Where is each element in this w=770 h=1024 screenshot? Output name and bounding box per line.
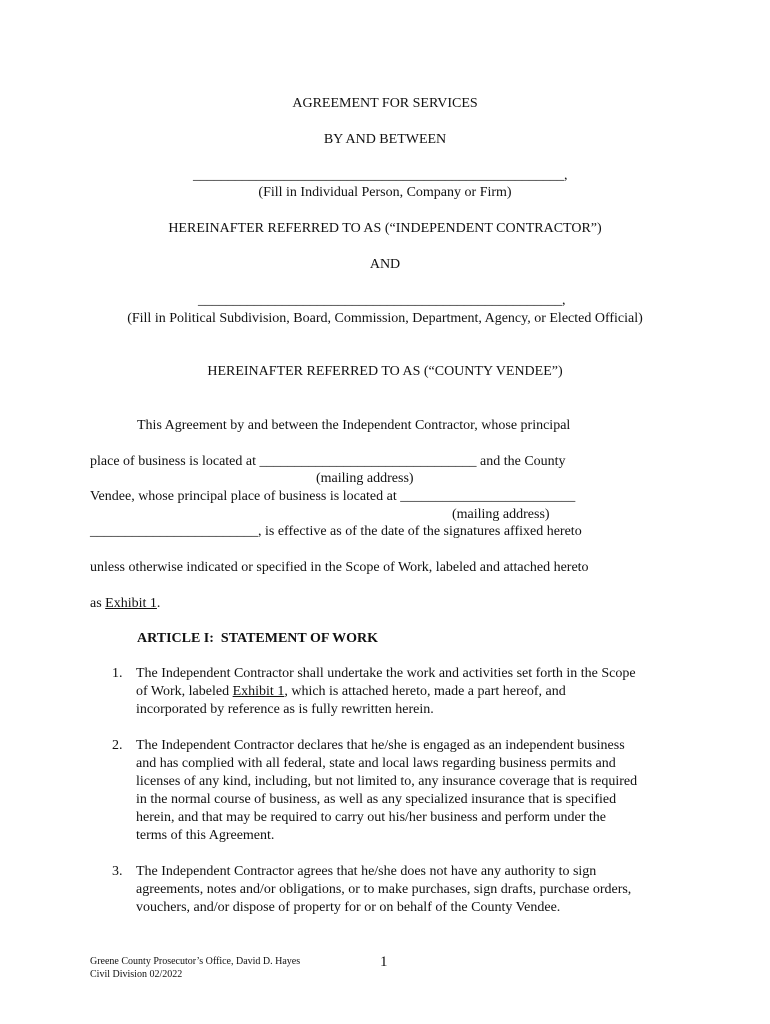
intro-line-1: This Agreement by and between the Independent Contractor, whose principal xyxy=(137,418,571,433)
hereinafter-vendee: HEREINAFTER REFERRED TO AS (“COUNTY VENDEE”) xyxy=(207,364,563,379)
page-number: 1 xyxy=(380,954,388,970)
list-item-number: 3. xyxy=(112,864,123,879)
hereinafter-contractor: HEREINAFTER REFERRED TO AS (“INDEPENDENT CONTRACTOR”) xyxy=(168,221,602,236)
intro-line-6: ________________________, is effective as of the date of the signatures affixed hereto xyxy=(90,524,582,539)
list-item-number: 1. xyxy=(112,666,123,681)
mailing-address-label-1: (mailing address) xyxy=(316,471,414,486)
intro-line-4: Vendee, whose principal place of business is located at _________________________ xyxy=(90,489,576,504)
intro-line-7: unless otherwise indicated or specified in the Scope of Work, labeled and attached hereto xyxy=(90,560,589,575)
intro-line-8-suffix: . xyxy=(156,596,161,611)
by-and-between: BY AND BETWEEN xyxy=(323,132,447,147)
list-item-line: The Independent Contractor shall undertake the work and activities set forth in the Scope xyxy=(136,666,636,681)
list-item-text xyxy=(136,863,656,917)
document-title: AGREEMENT FOR SERVICES xyxy=(292,96,478,111)
list-item-line: herein, and that may be required to carry out his/her business and perform under the xyxy=(136,810,607,825)
footer-division: Civil Division 02/2022 xyxy=(90,969,183,980)
list-item-number: 2. xyxy=(112,738,123,753)
list-item-line-prefix: of Work, labeled xyxy=(136,684,233,699)
vendee-name-blank: ____________________________________________________, xyxy=(198,293,566,308)
exhibit-1-link: Exhibit 1 xyxy=(105,596,157,611)
list-item-line: vouchers, and/or dispose of property for or on behalf of the County Vendee. xyxy=(136,900,561,915)
list-item-line xyxy=(136,683,656,701)
and-label: AND xyxy=(369,257,401,272)
list-item-text xyxy=(136,737,656,845)
list-item-line-suffix: , which is attached hereto, made a part hereof, and xyxy=(284,684,566,699)
list-item-line: licenses of any kind, including, but not limited to, any insurance coverage that is required xyxy=(136,774,638,789)
list-item-line: incorporated by reference as is fully rewritten herein. xyxy=(136,702,434,717)
article-1-heading: ARTICLE I: STATEMENT OF WORK xyxy=(137,631,379,646)
fill-political-instruction: (Fill in Political Subdivision, Board, Commission, Department, Agency, or Elected Official) xyxy=(127,311,643,326)
list-item-line: agreements, notes and/or obligations, or to make purchases, sign drafts, purchase orders, xyxy=(136,882,632,897)
list-item-line: terms of this Agreement. xyxy=(136,828,275,843)
list-item-line: and has complied with all federal, state and local laws regarding business permits and xyxy=(136,756,616,771)
list-item-line: The Independent Contractor agrees that he/she does not have any authority to sign xyxy=(136,864,597,879)
list-item-text xyxy=(136,665,656,719)
mailing-address-label-2: (mailing address) xyxy=(452,507,550,522)
intro-line-2: place of business is located at _______________________________ and the County xyxy=(90,454,566,469)
contractor-name-blank: _____________________________________________________, xyxy=(193,168,568,183)
exhibit-1-link: Exhibit 1 xyxy=(232,684,285,699)
list-item-line: The Independent Contractor declares that he/she is engaged as an independent business xyxy=(136,738,625,753)
list-item-line: in the normal course of business, as well as any specialized insurance that is specified xyxy=(136,792,617,807)
fill-person-instruction: (Fill in Individual Person, Company or Firm) xyxy=(258,185,512,200)
intro-line-8-prefix: as xyxy=(90,596,106,611)
intro-line-8 xyxy=(90,595,160,612)
footer-office: Greene County Prosecutor’s Office, David D. Hayes xyxy=(90,956,301,967)
